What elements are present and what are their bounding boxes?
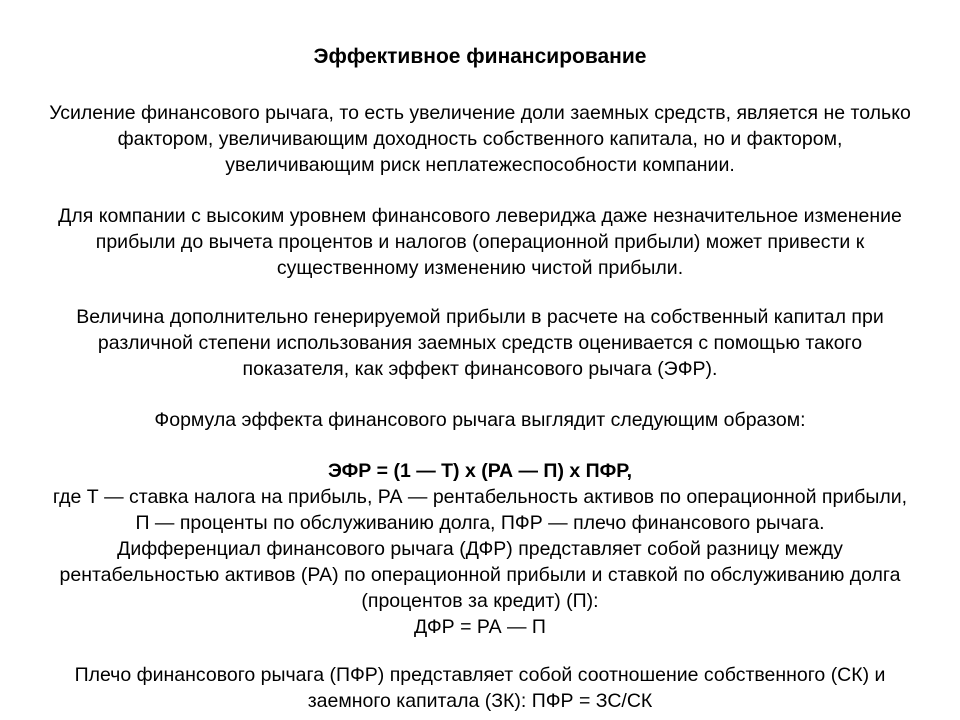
text-line: существенному изменению чистой прибыли. bbox=[276, 257, 684, 279]
text-line: (процентов за кредит) (П): bbox=[361, 590, 599, 612]
text-line: Формула эффекта финансового рычага выглядит следующим образом: bbox=[154, 409, 806, 431]
paragraph-leverage-intro bbox=[0, 100, 960, 178]
text-line: П — проценты по обслуживанию долга, ПФР — плечо финансового рычага. bbox=[135, 512, 825, 534]
paragraph-formula-intro bbox=[0, 407, 960, 433]
paragraph-formula-explanation bbox=[0, 484, 960, 640]
text-line: заемного капитала (ЗК): ПФР = ЗС/СК bbox=[307, 690, 653, 712]
text-line: показателя, как эффект финансового рычага (ЭФР). bbox=[242, 358, 718, 380]
text-line: Усиление финансового рычага, то есть увеличение доли заемных средств, является не только bbox=[49, 102, 911, 124]
text-line: различной степени использования заемных средств оценивается с помощью такого bbox=[97, 332, 863, 354]
text-line: Плечо финансового рычага (ПФР) представляет собой соотношение собственного (СК) и bbox=[74, 664, 886, 686]
text-line: Дифференциал финансового рычага (ДФР) представляет собой разницу между bbox=[117, 538, 843, 560]
text-line: Для компании с высоким уровнем финансового левериджа даже незначительное изменение bbox=[58, 205, 902, 227]
text-line: Величина дополнительно генерируемой прибыли в расчете на собственный капитал при bbox=[76, 306, 884, 328]
text-line: увеличивающим риск неплатежеспособности компании. bbox=[225, 154, 735, 176]
formula-line: ЭФР = (1 — Т) х (РА — П) х ПФР, bbox=[327, 460, 633, 482]
formula-efr bbox=[0, 458, 960, 484]
text-line: фактором, увеличивающим доходность собственного капитала, но и фактором, bbox=[117, 128, 843, 150]
text-line: рентабельностью активов (РА) по операционной прибыли и ставкой по обслуживанию долга bbox=[59, 564, 901, 586]
slide-title: Эффективное финансирование bbox=[313, 45, 647, 68]
paragraph-pfr-definition bbox=[0, 662, 960, 714]
text-line: где Т — ставка налога на прибыль, РА — рентабельность активов по операционной прибыли, bbox=[52, 486, 908, 508]
paragraph-leverage-effect bbox=[0, 203, 960, 281]
paragraph-efr-definition bbox=[0, 304, 960, 382]
formula-dfr: ДФР = РА — П bbox=[414, 616, 546, 638]
text-line: прибыли до вычета процентов и налогов (операционной прибыли) может привести к bbox=[95, 231, 865, 253]
